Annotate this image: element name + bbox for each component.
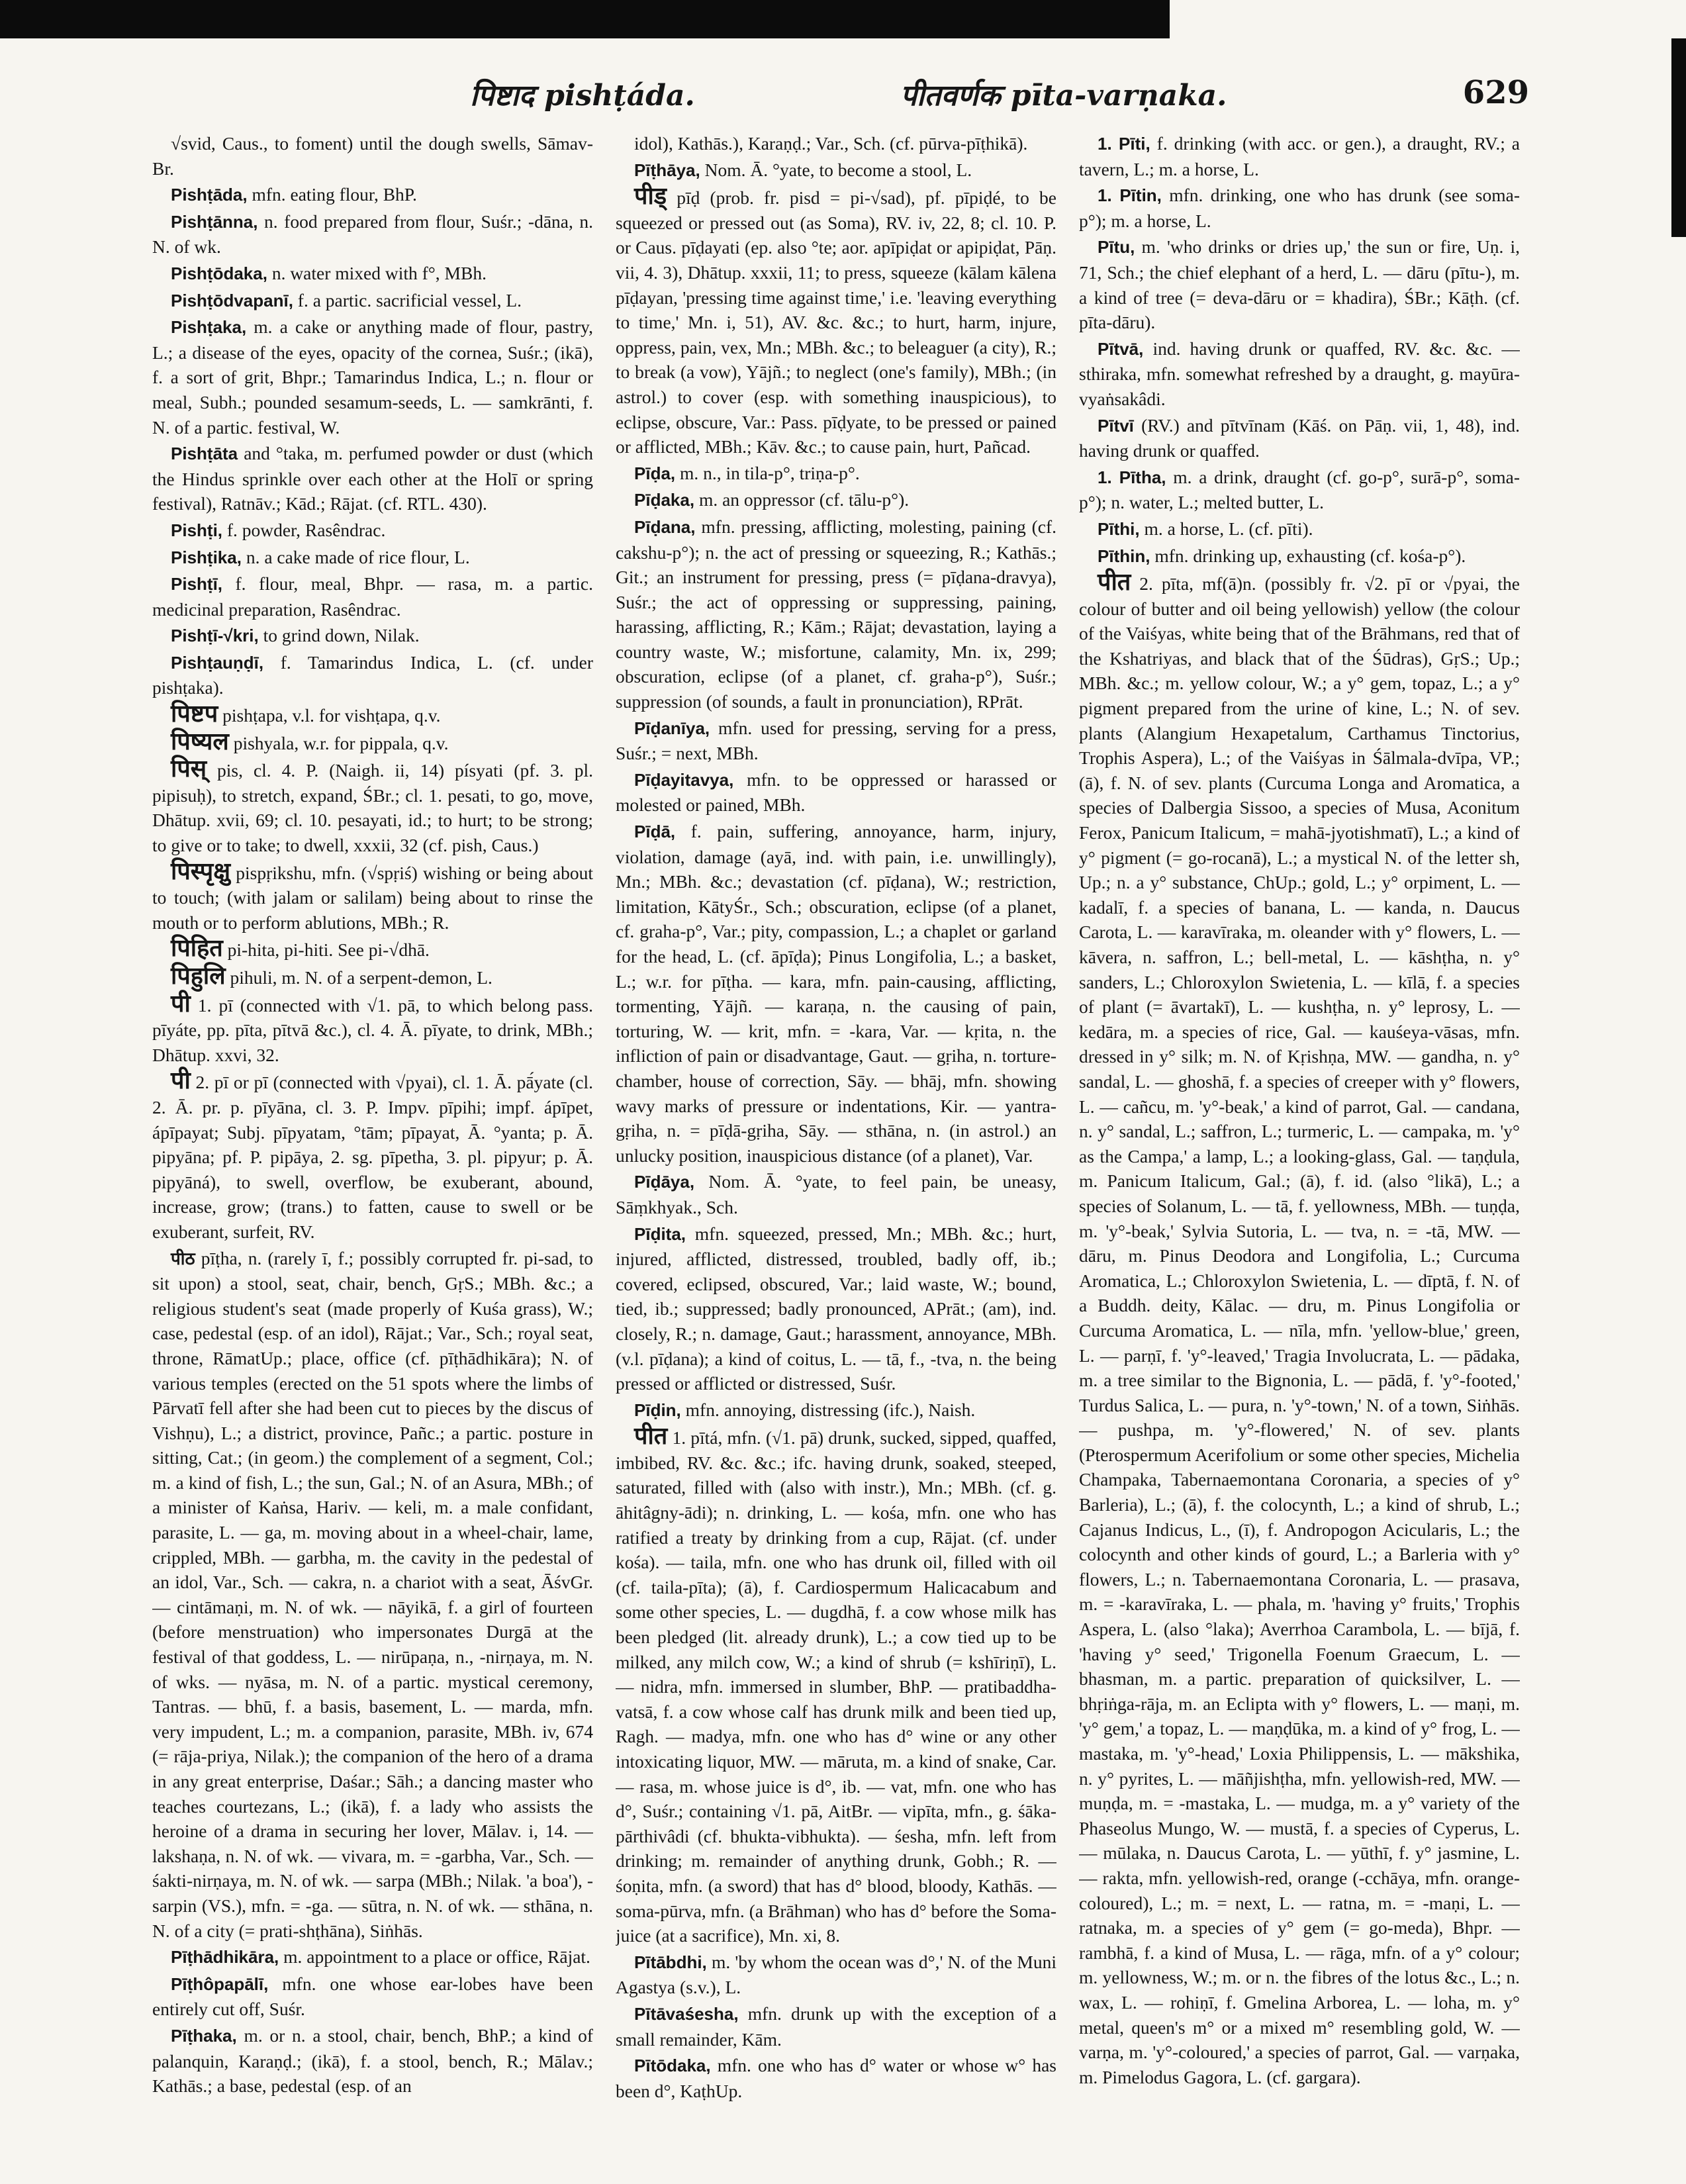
- dictionary-entry: [616, 2001, 1056, 2052]
- entry-definition: mfn. used for pressing, serving for a press, Suśr.; = next, MBh.: [616, 717, 1056, 764]
- dictionary-entry: [1079, 570, 1520, 2089]
- entry-definition: f. Tamarindus Indica, L. (cf. under pishṭaka).: [152, 651, 593, 698]
- entry-definition: m. a horse, L. (cf. pīti).: [1144, 518, 1313, 539]
- dictionary-entry: [1079, 131, 1520, 181]
- dictionary-entry: [152, 650, 593, 700]
- entry-definition: ind. having drunk or quaffed, RV. &c. &c. — sthiraka, mfn. somewhat refreshed by a draught, g. mayūra-vyaṅsakâdi.: [1079, 338, 1520, 409]
- dictionary-entry: [616, 1398, 1056, 1423]
- left-running-headword: पिष्टाद pishṭáda.: [470, 79, 695, 113]
- entry-headword: Pīthi,: [1098, 518, 1140, 539]
- dictionary-entry: [152, 182, 593, 208]
- dictionary-entry: [152, 545, 593, 571]
- entry-definition: mfn. drunk up with the exception of a small remainder, Kām.: [616, 2003, 1056, 2050]
- entry-definition: mfn. annoying, distressing (ifc.), Naish.: [685, 1399, 976, 1420]
- entry-definition: √svid, Caus., to foment) until the dough swells, Sāmav-Br.: [152, 133, 593, 179]
- entry-definition: pīṭha, n. (rarely ī, f.; possibly corrupted fr. pi-sad, to sit upon) a stool, seat, chair, bench, GṛS.; MBh. &c.; a religious student's seat (made properly of Kuśa grass), W.; case, pedestal (esp. of an idol), Rājat.; Var., Sch.; royal seat, throne, RāmatUp.; place, office (cf. pīṭhādhikāra); N. of various temples (erected on the 51 spots where the limbs of Pārvatī fell after she had been cut to pieces by the discus of Vishṇu), L.; a district, province, Pañc.; a partic. posture in sitting, Cat.; (in geom.) the complement of a segment, Col.; m. a kind of fish, L.; the sun, Gal.; N. of an Asura, MBh.; of a minister of Kaṅsa, Hariv. — keli, m. a male confidant, parasite, L. — ga, m. moving about in a wheel-chair, lame, crippled, MBh. — garbha, m. the cavity in the pedestal of an idol, Var., Sch. — cakra, n. a chariot with a seat, ĀśvGr. — cintāmaṇi, m. N. of wk. — nāyikā, f. a girl of fourteen (before menstruation) who impersonates Durgā at the festival of that goddess, L. — nirūpaṇa, n., -nirṇaya, m. N. of wks. — nyāsa, m. N. of a partic. mystical ceremony, Tantras. — bhū, f. a basis, basement, L. — marda, mfn. very impudent, L.; m. a companion, parasite, MBh. iv, 674 (= rāja-priya, Nilak.); the companion of the hero of a drama in any great enterprise, Daśar.; Sāh.; a dancing master who teaches courtezans, L.; (ikā), f. a lady who assists the heroine of a drama in securing her lover, Mālav. i, 14. — lakshaṇa, n. N. of wk. — vivara, m. = -garbha, Var., Sch. — śakti-nirṇaya, m. N. of wk. — sarpa (MBh.; Nilak. 'a boa'), -sarpin (VS.), mfn. = -ga. — sūtra, n. N. of wk. — sthāna, n. N. of a city (= prati-shṭhāna), Siṅhās.: [152, 1247, 593, 1941]
- entry-definition: mfn. drinking, one who has drunk (see soma-p°); m. a horse, L.: [1079, 185, 1520, 231]
- entry-headword: पिहित: [171, 935, 223, 962]
- entry-headword: Pishṭī-√kri,: [171, 626, 259, 646]
- entry-headword: Pishṭauṇḍī,: [171, 652, 264, 673]
- entry-headword: Pīḍa,: [634, 463, 676, 483]
- dictionary-entry: [1079, 516, 1520, 542]
- entry-headword: Pishṭōdaka,: [171, 263, 267, 283]
- dictionary-entry: [1079, 183, 1520, 233]
- entry-definition: m. a cake or anything made of flour, pastry, L.; a disease of the eyes, opacity of the cornea, Suśr.; (ikā), f. a sort of grit, Bhpr.; Tamarindus Indica, L.; n. flour or meal, Subh.; pounded sesamum-seeds, L. — samkrānti, f. N. of a partic. festival, W.: [152, 316, 593, 438]
- entry-definition: mfn. to be oppressed or harassed or molested or pained, MBh.: [616, 769, 1056, 816]
- dictionary-entry: [616, 819, 1056, 1168]
- entry-headword: Pītu,: [1098, 237, 1135, 258]
- entry-headword: Pishṭi,: [171, 520, 223, 540]
- entry-headword: Pīḍita,: [634, 1223, 686, 1244]
- dictionary-entry: [152, 757, 593, 857]
- dictionary-entry: [152, 964, 593, 990]
- entry-headword: Pīthin,: [1098, 546, 1150, 566]
- column-3: [1079, 131, 1520, 2157]
- entry-headword: Pishṭōdvapanī,: [171, 290, 293, 310]
- entry-headword: Pishṭaka,: [171, 317, 247, 338]
- entry-headword: Pīḍāya,: [634, 1172, 695, 1192]
- entry-definition: 1. pī (connected with √1. pā, to which belong pass. pīyáte, pp. pīta, pītvā &c.), cl. 4. Ā. pīyate, to drink, MBh.; Dhātup. xxvi, 32.: [152, 994, 593, 1065]
- entry-definition: f. powder, Rasêndrac.: [226, 519, 386, 540]
- entry-definition: n. food prepared from flour, Suśr.; -dāna, n. N. of wk.: [152, 211, 593, 258]
- entry-definition: mfn. squeezed, pressed, Mn.; MBh. &c.; hurt, injured, afflicted, distressed, troubled, badly off, ib.; covered, eclipsed, obscured, Var.; laid waste, W.; bound, tied, ib.; suppressed; badly pronounced, APrāt.; (am), ind. closely, R.; n. damage, Gaut.; harassment, annoyance, MBh. (v.l. pīḍana); a kind of coitus, L. — tā, f., -tva, n. the being pressed or afflicted or distressed, Suśr.: [616, 1223, 1056, 1394]
- entry-definition: pispṛikshu, mfn. (√spṛiś) wishing or being about to touch; (with jalam or salilam) being about to rinse the mouth or to perform ablutions, MBh.; R.: [152, 862, 593, 933]
- dictionary-entry: [152, 288, 593, 314]
- entry-definition: m. appointment to a place or office, Rājat.: [283, 1946, 590, 1968]
- entry-definition: m. a drink, draught (cf. go-p°, surā-p°, soma-p°); n. water, L.; melted butter, L.: [1079, 466, 1520, 513]
- entry-headword: पिष्यल: [171, 728, 229, 755]
- dictionary-entry: [616, 2053, 1056, 2103]
- entry-headword: 1. Pītha,: [1098, 467, 1166, 487]
- scan-right-edge: [1671, 38, 1686, 237]
- dictionary-entry: [152, 623, 593, 649]
- entry-headword: पिस्: [171, 755, 207, 783]
- entry-definition: idol), Kathās.), Karaṇḍ.; Var., Sch. (cf. pūrva-pīṭhikā).: [634, 133, 1028, 154]
- dictionary-entry: [152, 2023, 593, 2099]
- dictionary-entry: [616, 487, 1056, 513]
- dictionary-entry: [152, 518, 593, 544]
- entry-definition: pi-hita, pi-hiti. See pi-√dhā.: [227, 939, 430, 961]
- dictionary-entry: [152, 131, 593, 181]
- entry-headword: पीड्: [634, 183, 667, 210]
- entry-headword: पिहुलि: [171, 963, 226, 989]
- page-number: 629: [1462, 74, 1529, 111]
- entry-headword: पिष्टप: [171, 700, 218, 728]
- entry-headword: Pishṭānna,: [171, 211, 258, 232]
- entry-headword: Pīḍayitavya,: [634, 769, 734, 790]
- dictionary-entry: [152, 1971, 593, 2022]
- dictionary-entry: [1079, 544, 1520, 569]
- entry-headword: Pītābdhi,: [634, 1952, 707, 1972]
- dictionary-entry: [152, 314, 593, 440]
- entry-headword: Pīḍā,: [634, 822, 676, 842]
- entry-definition: n. a cake made of rice flour, L.: [246, 546, 470, 567]
- page-header: [152, 74, 1529, 127]
- entry-headword: पिस्पृक्षु: [171, 857, 231, 884]
- entry-definition: pīḍ (prob. fr. pisd = pi-√sad), pf. pīpiḍé, to be squeezed or pressed out (as Soma), RV. iv, 22, 8; cl. 10. P. or Caus. pīḍayati (ep. also °te; aor. apīpiḍat or apipiḍat, Pāṇ. vii, 4. 3), Dhātup. xxxii, 11; to press, squeeze (kālam kālena pīḍayan, 'pressing time against time,' i.e. 'leaving everything to time,' Mn. i, 51), AV. &c. &c.; to hurt, harm, injure, oppress, pain, vex, Mn.; MBh. &c.; to beleaguer (a city), R.; to break (a vow), Yājñ.; to neglect (one's family), MBh.; (in astrol.) to cover (esp. with something inauspicious), to eclipse, obscure, Var.: Pass. pīḍyate, to be pressed or pained or afflicted, MBh.; Kāv. &c.; to cause pain, hurt, Pañcad.: [616, 187, 1056, 457]
- entry-definition: Nom. Ā. °yate, to feel pain, be uneasy, Sāṃkhyak., Sch.: [616, 1171, 1056, 1217]
- entry-definition: m. or n. a stool, chair, bench, BhP.; a kind of palanquin, Karaṇḍ.; (ikā), f. a stool, bench, R.; Mālav.; Kathās.; a base, pedestal (esp. of an: [152, 2024, 593, 2097]
- entry-headword: Pīḍaka,: [634, 490, 695, 510]
- entry-headword: Pītōdaka,: [634, 2056, 711, 2076]
- entry-definition: mfn. one whose ear-lobes have been entirely cut off, Suśr.: [152, 1973, 593, 2020]
- entry-headword: Pīḍin,: [634, 1400, 681, 1420]
- entry-definition: m. an oppressor (cf. tālu-p°).: [698, 489, 910, 510]
- entry-headword: Pīḍana,: [634, 516, 696, 537]
- entry-headword: Pītvī: [1098, 415, 1134, 436]
- dictionary-entry: [152, 209, 593, 260]
- entry-headword: Pīṭhaka,: [171, 2025, 237, 2046]
- dictionary-entry: [1079, 336, 1520, 412]
- entry-definition: pishṭapa, v.l. for vishṭapa, q.v.: [222, 705, 441, 726]
- entry-definition: m. n., in tila-p°, triṇa-p°.: [680, 462, 860, 483]
- dictionary-entry: [1079, 234, 1520, 334]
- entry-definition: to grind down, Nilak.: [263, 625, 420, 646]
- entry-definition: n. water mixed with f°, MBh.: [271, 262, 487, 283]
- entry-headword: Pishṭāta: [171, 444, 238, 464]
- entry-headword: 1. Pītin,: [1098, 185, 1162, 206]
- entry-definition: mfn. one who has d° water or whose w° has been d°, KaṭhUp.: [616, 2055, 1056, 2101]
- entry-definition: mfn. eating flour, BhP.: [252, 184, 417, 205]
- dictionary-entry: [152, 1944, 593, 1970]
- entry-headword: Pīṭhādhikāra,: [171, 1947, 279, 1968]
- column-2: [616, 131, 1056, 2157]
- right-running-headword: पीतवर्णक pīta-varṇaka.: [900, 79, 1227, 113]
- dictionary-entry: [152, 702, 593, 728]
- entry-headword: Pishṭī,: [171, 574, 223, 594]
- dictionary-entry: [152, 441, 593, 516]
- entry-definition: m. 'by whom the ocean was d°,' N. of the Muni Agastya (s.v.), L.: [616, 1951, 1056, 1998]
- dictionary-entry: [152, 1246, 593, 1944]
- dictionary-entry: [616, 1424, 1056, 1948]
- entry-headword: Pīṭhôpapālī,: [171, 1973, 269, 1994]
- entry-definition: f. pain, suffering, annoyance, harm, injury, violation, damage (ayā, ind. with pain, i.e. unwillingly), Mn.; MBh. &c.; devastation (cf. pīḍana), W.; restriction, limitation, KātyŚr., Sch.; obscuration, eclipse (of a planet, cf. graha-p°, Var.; pity, compassion, L.; a chaplet or garland for the head, L. (cf. āpīḍa); Pinus Longifolia, L.; a basket, L.; w.r. for pīṭha. — kara, mfn. pain-causing, afflicting, tormenting, Yājñ. — karaṇa, n. the causing of pain, torturing, W. — krit, mfn. = -kara, Var. — kṛita, n. the infliction of pain or disadvantage, Gaut. — gṛiha, n. torture-chamber, house of correction, Sāy. — bhāj, mfn. showing wavy marks of pressure or indentations, Kir. — yantra-gṛiha, n. = pīḍā-gṛiha, Sāy. — sthāna, n. (in astrol.) an unlucky position, inauspicious distance (of a planet), Var.: [616, 821, 1056, 1166]
- dictionary-entry: [1079, 465, 1520, 515]
- dictionary-entry: [152, 571, 593, 622]
- entry-headword: पीत: [634, 1423, 668, 1450]
- dictionary-entry: [152, 730, 593, 756]
- dictionary-entry: [616, 461, 1056, 487]
- entry-definition: (RV.) and pītvīnam (Kāś. on Pāṇ. vii, 1, 48), ind. having drunk or quaffed.: [1079, 414, 1520, 461]
- dictionary-entry: [616, 716, 1056, 766]
- entry-definition: Nom. Ā. °yate, to become a stool, L.: [704, 159, 972, 180]
- entry-definition: pihuli, m. N. of a serpent-demon, L.: [230, 967, 492, 988]
- dictionary-entry: [616, 131, 1056, 156]
- entry-definition: f. a partic. sacrificial vessel, L.: [297, 289, 522, 310]
- dictionary-entry: [616, 767, 1056, 818]
- entry-headword: पी: [171, 990, 191, 1017]
- entry-headword: Pishṭika,: [171, 547, 242, 567]
- entry-headword: Pīṭhāya,: [634, 160, 700, 180]
- entry-headword: पी: [171, 1067, 191, 1094]
- dictionary-entry: [616, 1950, 1056, 2000]
- dictionary-entry: [152, 936, 593, 963]
- dictionary-entry: [616, 1169, 1056, 1219]
- entry-headword: Pītāvaśesha,: [634, 2003, 739, 2024]
- entry-definition: f. drinking (with acc. or gen.), a draught, RV.; a tavern, L.; m. a horse, L.: [1079, 133, 1520, 179]
- column-1: [152, 131, 593, 2157]
- dictionary-entry: [616, 184, 1056, 459]
- entry-definition: mfn. pressing, afflicting, molesting, paining (cf. cakshu-p°); n. the act of pressing or squeezing, R.; Kathās.; Git.; an instrument for pressing, press (= pīḍana-dravya), Suśr.; the act of oppressing or suppressing, paining, harassing, afflicting, R.; Kām.; Rājat; devastation, laying a country waste, W.; misfortune, calamity, Mn. ix, 299; obscuration, eclipse (of a planet, cf. graha-p°), Suśr.; suppression (of sounds, a fault in pronunciation), RPrāt.: [616, 516, 1056, 712]
- entry-headword: Pishṭāda,: [171, 185, 248, 205]
- entry-definition: mfn. drinking up, exhausting (cf. kośa-p°).: [1154, 545, 1466, 566]
- dictionary-entry: [152, 1068, 593, 1244]
- dictionary-entry: [616, 158, 1056, 183]
- entry-headword: पीठ: [171, 1248, 195, 1268]
- entry-definition: m. 'who drinks or dries up,' the sun or fire, Uṇ. i, 71, Sch.; the chief elephant of a herd, L. — dāru (pītu-), m. a kind of tree (= deva-dāru or = khadira), ŚBr.; Kāṭh. (cf. pīta-dāru).: [1079, 236, 1520, 333]
- entry-definition: 2. pīta, mf(ā)n. (possibly fr. √2. pī or √pyai, the colour of butter and oil being yellowish) yellow (the colour of the Vaiśyas, white being that of the Brāhmans, red that of the Kshatriyas, and black that of the Śūdras), GṛS.; Up.; MBh. &c.; m. yellow colour, W.; a y° gem, topaz, L.; a y° pigment prepared from the urine of kine, L.; N. of sev. plants (Alangium Hexapetalum, Carthamus Tinctorius, Trophis Aspera), L.; of the Vaiśyas in Śālmala-dvīpa, VP.; (ā), f. N. of sev. plants (Curcuma Longa and Aromatica, a species of Dalbergia Sissoo, a species of Musa, Aconitum Ferox, Panicum Italicum, = mahā-jyotishmatī), L.; a kind of y° pigment (= go-rocanā), L.; a mystical N. of the letter sh, Up.; n. a y° substance, ChUp.; gold, L.; y° orpiment, L. — kadalī, f. a species of banana, L. — kanda, n. Daucus Carota, L. — karavīraka, m. oleander with y° flowers, L. — kāvera, n. saffron, L.; bell-metal, L. — kāshṭha, n. y° sanders, L.; Chloroxylon Swietenia, L. — kīlā, f. a species of plant (= āvartakī), L. — kushṭha, n. y° leprosy, L. — kedāra, m. a species of rice, Gal. — kauśeya-vāsas, mfn. dressed in y° silk; m. N. of Kṛishṇa, MW. — gandha, n. y° sandal, L. — ghoshā, f. a species of creeper with y° flowers, L. — cañcu, m. 'y°-beak,' a kind of parrot, Gal. — candana, n. y° sandal, L.; saffron, L.; turmeric, L. — campaka, m. 'y° as the Campa,' a lamp, L.; a looking-glass, Gal. — taṇḍula, m. Panicum Italicum, Gal.; (ā), f. id. (also °likā), L.; a species of Solanum, L. — tā, f. yellowness, MBh. — tuṇḍa, m. 'y°-beak,' Sylvia Sutoria, L. — tva, n. = -tā, MW. — dāru, m. Pinus Deodora and Longifolia, L.; Curcuma Aromatica, L.; Chloroxylon Swietenia, L. — dīptā, f. N. of a Buddh. deity, Kālac. — dru, m. Pinus Longifolia or Curcuma Aromatica, L. — nīla, mfn. 'yellow-blue,' green, L. — parṇī, f. 'y°-leaved,' Tragia Involucrata, L. — pādaka, m. a tree similar to the Bignonia, L. — pādā, f. 'y°-footed,' Turdus Salica, L. — pura, n. 'y°-town,' N. of a town, Siṅhās. — pushpa, m. 'y°-flowered,' N. of sev. plants (Pterospermum Acerifolium or some other species, Michelia Champaka, Tabernaemontana Coronaria, a species of y° Barleria), L.; (ā), f. the colocynth, L.; a kind of shrub, L.; Cajanus Indicus, L., (ī), f. Andropogon Acicularis, L.; the colocynth and other kinds of gourd, L.; a Barleria with y° flowers, L.; n. Tabernaemontana Coronaria, L. — prasava, m. = -karavīraka, L. — phala, m. 'having y° fruits,' Trophis Aspera, L. (also °laka); Averrhoa Carambola, L. — bījā, f. 'having y° seed,' Trigonella Foenum Graecum, L. — bhasman, m. a partic. preparation of quicksilver, L. — bhṛiṅga-rāja, m. an Eclipta with y° flowers, L. — maṇi, m. 'y° gem,' a topaz, L. — maṇḍūka, m. a kind of y° frog, L. — mastaka, m. 'y°-head,' Loxia Philippensis, L. — mākshika, n. y° pyrites, L. — māñjishṭha, mfn. yellowish-red, MW. — muṇḍa, m. = -mastaka, L. — mudga, m. a y° variety of the Phaseolus Mungo, W. — mustā, f. a species of Cyperus, L. — mūlaka, n. Daucus Carota, L. — yūthī, f. y° jasmine, L. — rakta, mfn. yellowish-red, orange (-cchāya, mfn. orange-coloured), L.; m. = next, L. — ratna, m. = -maṇi, L. — ratnaka, m. a species of y° gem (= go-meda), Bhpr. — rambhā, f. a kind of Musa, L. — rāga, mfn. of a y° colour; m. yellowness, W.; m. or n. the fibres of the lotus &c., L.; n. wax, L. — rohiṇī, f. Gmelina Arborea, L. — loha, m. y° metal, queen's m° or a mixed m° resembling gold, W. — varṇa, m. 'y°-coloured,' a species of parrot, Gal. — varṇaka, m. Pimelodus Gagora, L. (cf. gargara).: [1079, 573, 1520, 2087]
- entry-definition: pishyala, w.r. for pippala, q.v.: [233, 732, 449, 753]
- entry-definition: and °taka, m. perfumed powder or dust (which the Hindus sprinkle over each other at the Holī or spring festival), Ratnāv.; Kād.; Rājat. (cf. RTL. 430).: [152, 443, 593, 514]
- entry-headword: Pīḍanīya,: [634, 718, 710, 738]
- dictionary-entry: [152, 859, 593, 935]
- dictionary-entry: [616, 1221, 1056, 1396]
- entry-headword: पीत: [1098, 569, 1131, 596]
- dictionary-entry: [152, 261, 593, 287]
- entry-definition: pis, cl. 4. P. (Naigh. ii, 14) písyati (pf. 3. pl. pipisuḥ), to stretch, expand, ŚBr.; cl. 1. pesati, to go, move, Dhātup. xvii, 69; cl. 10. pesayati, id.; to hurt; to be strong; to give or to take; to dwell, xxxii, 32 (cf. pish, Caus.): [152, 760, 593, 856]
- entry-definition: 1. pītá, mfn. (√1. pā) drunk, sucked, sipped, quaffed, imbibed, RV. &c. &c.; ifc. having drunk, soaked, steeped, saturated, filled with (also with instr.), Mn.; MBh. (cf. g. āhitâgny-ādi); n. drinking, L. — kośa, mfn. one who has ratified a treaty by drinking from a cup, Rājat. (cf. under kośa). — taila, mfn. one who has drunk oil, filled with oil (cf. taila-pīta); (ā), f. Cardiospermum Halicacabum and some other species, L. — dugdhā, f. a cow whose milk has been pledged (lit. already drunk), L.; a cow tied up to be milked, any milch cow, W.; a kind of shrub (= kshīriṇī), L. — nidra, mfn. immersed in slumber, BhP. — pratibaddha-vatsā, f. a cow whose calf has drunk milk and been tied up, Ragh. — madya, mfn. one who has d° wine or any other intoxicating liquor, MW. — māruta, m. a kind of snake, Car. — rasa, m. whose juice is d°, ib. — vat, mfn. one who has d°, Suśr.; containing √1. pā, AitBr. — vipīta, mfn., g. śāka-pārthivâdi (cf. bhukta-vibhukta). — śesha, mfn. left from drinking; m. remainder of anything drunk, Gobh.; R. — śoṇita, mfn. (a sword) that has d° blood, bloody, Kathās. — soma-pūrva, mfn. (a Brāhman) who has d° before the Soma-juice (at a sacrifice), Mn. xi, 8.: [616, 1427, 1056, 1946]
- entry-definition: f. flour, meal, Bhpr. — rasa, m. a partic. medicinal preparation, Rasêndrac.: [152, 573, 593, 620]
- entry-headword: 1. Pīti,: [1098, 134, 1150, 154]
- scan-top-edge: [0, 0, 1686, 38]
- dictionary-entry: [616, 514, 1056, 714]
- dictionary-entry: [152, 992, 593, 1068]
- entry-definition: 2. pī or pī (connected with √pyai), cl. 1. Ā. pā́yate (cl. 2. Ā. pr. p. pīyāna, cl. 3. P. Impv. pīpihi; impf. ápīpet, ápīpayat; Subj. pīpyatam, °tām; pīpayat, Ā. °yanta; p. Ā. pipyāna; pf. P. pipāya, 2. sg. pīpetha, 3. pl. pipyur; p. Ā. pipyāná), to swell, overflow, be exuberant, abound, increase, grow; (trans.) to fatten, cause to swell or be exuberant, surfeit, RV.: [152, 1072, 593, 1242]
- dictionary-entry: [1079, 413, 1520, 463]
- entry-headword: Pītvā,: [1098, 338, 1144, 359]
